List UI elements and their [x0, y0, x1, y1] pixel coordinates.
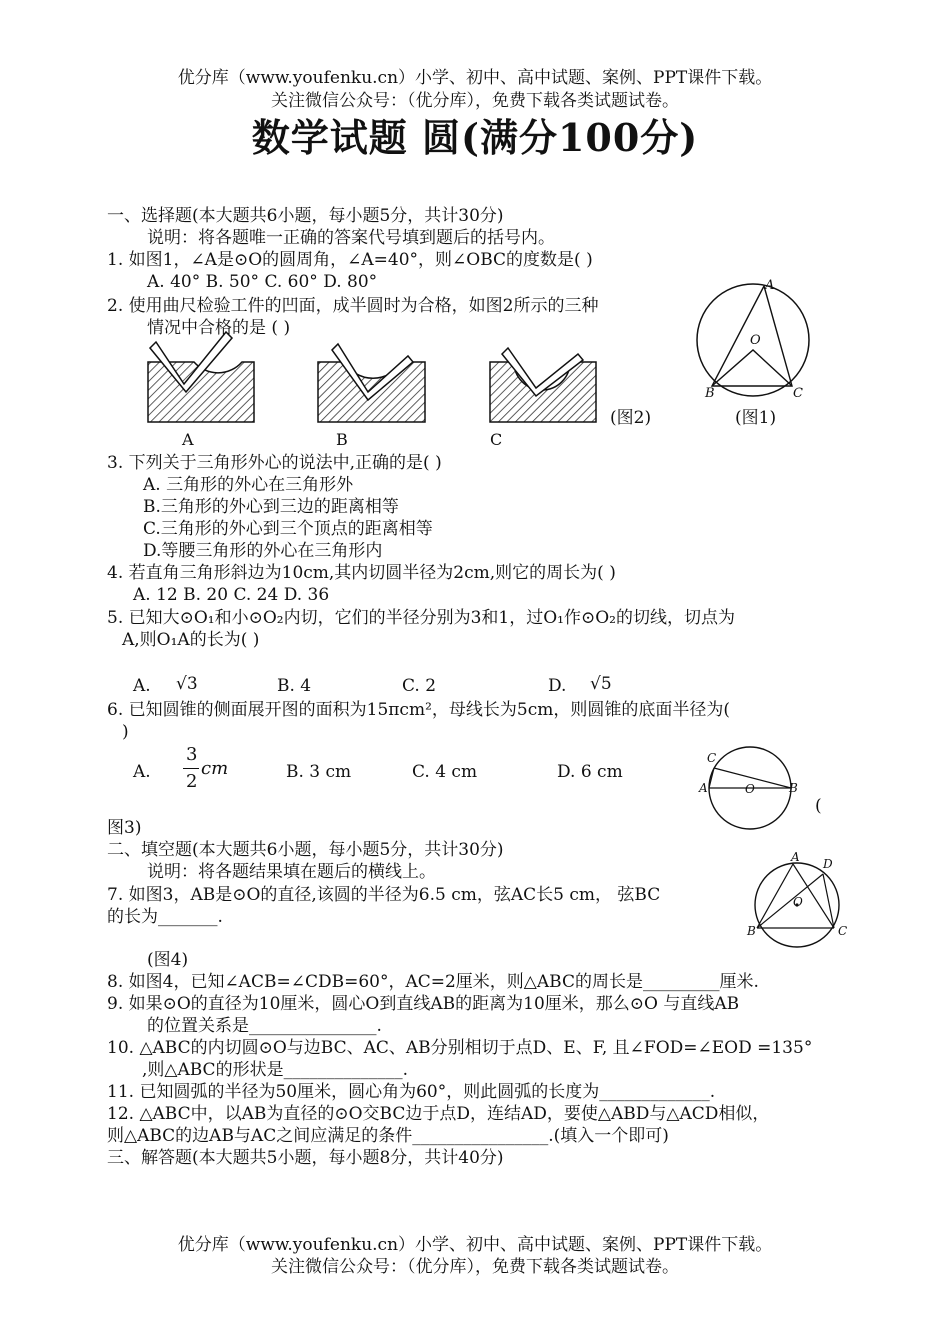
- fig1-label-b: B: [705, 386, 715, 401]
- q6-line2: ): [122, 722, 129, 742]
- q5-option-b: B. 4: [277, 676, 312, 696]
- footer-line-1: 优分库（www.youfenku.cn）小学、初中、高中试题、案例、PPT课件下载。: [177, 1235, 773, 1255]
- q5-line2: A,则O₁A的长为( ): [122, 630, 260, 650]
- q9-line2: 的位置关系是_______________.: [147, 1016, 382, 1036]
- q7-line2: 的长为_______.: [107, 907, 223, 927]
- fig4-label-a: A: [791, 850, 800, 864]
- q8-text: 8. 如图4，已知∠ACB=∠CDB=60°，AC=2厘米，则△ABC的周长是_________厘米.: [107, 972, 759, 992]
- fig3-label-o: O: [745, 782, 755, 796]
- fig3-label-c: C: [707, 751, 717, 765]
- q5-option-a: A.: [133, 676, 151, 696]
- q6-option-a-unit: cm: [201, 758, 229, 779]
- q6-option-c: C. 4 cm: [412, 762, 478, 782]
- q11-text: 11. 已知圆弧的半径为50厘米，圆心角为60°，则此圆弧的长度为_____________.: [107, 1082, 716, 1102]
- page-title: 数学试题 圆(满分100分): [251, 115, 699, 160]
- q6-line1: 6. 已知圆锥的侧面展开图的面积为15πcm²，母线长为5cm，则圆锥的底面半径为(: [107, 700, 730, 720]
- header-line-2: 关注微信公众号：（优分库），免费下载各类试题试卷。: [271, 91, 679, 111]
- q6-open-paren: (: [815, 796, 822, 816]
- fig1-label-c: C: [793, 386, 803, 401]
- q7-line1: 7. 如图3，AB是⊙O的直径,该圆的半径为6.5 cm，弦AC长5 cm， 弦BC: [107, 885, 661, 905]
- footer-line-2: 关注微信公众号：（优分库），免费下载各类试题试卷。: [271, 1257, 679, 1277]
- q4-text: 4. 若直角三角形斜边为10cm,其内切圆半径为2cm,则它的周长为( ): [107, 563, 616, 583]
- fig4-label-o: O: [793, 895, 803, 909]
- fig2-label-c: C: [490, 430, 503, 449]
- q10-line1: 10. △ABC的内切圆⊙O与边BC、AC、AB分别相切于点D、E、F, 且∠FOD=∠EOD =135°: [107, 1038, 813, 1058]
- q6-option-d: D. 6 cm: [557, 762, 623, 782]
- q6-option-a-numerator: 3: [186, 744, 198, 765]
- q2-line1: 2. 使用曲尺检验工件的凹面，成半圆时为合格，如图2所示的三种: [107, 296, 599, 316]
- section2-heading: 二、填空题(本大题共6小题，每小题5分，共计30分): [107, 840, 504, 860]
- q6-option-a-denominator: 2: [186, 771, 198, 792]
- q12-line1: 12. △ABC中，以AB为直径的⊙O交BC边于点D，连结AD，要使△ABD与△ACD相似，: [107, 1104, 770, 1124]
- figure-2: [140, 330, 620, 430]
- q5-option-c: C. 2: [402, 676, 437, 696]
- section1-heading: 一、选择题(本大题共6小题，每小题5分，共计30分): [107, 206, 504, 226]
- q5-line1: 5. 已知大⊙O₁和小⊙O₂内切，它们的半径分别为3和1，过O₁作⊙O₂的切线，切点为: [107, 608, 735, 628]
- q9-line1: 9. 如果⊙O的直径为10厘米，圆心O到直线AB的距离为10厘米，那么⊙O 与直线AB: [107, 994, 740, 1014]
- q12-line2: 则△ABC的边AB与AC之间应满足的条件________________.(填入一个即可): [107, 1126, 669, 1146]
- section3-heading: 三、解答题(本大题共5小题，每小题8分，共计40分): [107, 1148, 504, 1168]
- q6-option-b: B. 3 cm: [286, 762, 352, 782]
- section1-note: 说明：将各题唯一正确的答案代号填到题后的括号内。: [147, 228, 555, 248]
- fig4-label-b: B: [747, 924, 756, 938]
- q6-fraction-bar: [183, 768, 199, 769]
- q1-options: A. 40° B. 50° C. 60° D. 80°: [147, 272, 378, 292]
- fig1-label-a: A: [765, 278, 775, 293]
- fig1-caption: (图1): [735, 408, 777, 428]
- q2-line2: 情况中合格的是 ( ): [147, 318, 291, 338]
- q5-option-d-value: √5: [590, 674, 612, 694]
- q3-option-d: D.等腰三角形的外心在三角形内: [143, 541, 383, 561]
- fig4-caption: (图4): [147, 950, 189, 970]
- q5-option-d: D.: [548, 676, 567, 696]
- q1-text: 1. 如图1，∠A是⊙O的圆周角，∠A=40°，则∠OBC的度数是( ): [107, 250, 593, 270]
- fig3-label-a: A: [699, 781, 708, 795]
- q3-text: 3. 下列关于三角形外心的说法中,正确的是( ): [107, 453, 442, 473]
- fig4-label-d: D: [823, 857, 833, 871]
- section2-note: 说明：将各题结果填在题后的横线上。: [147, 862, 436, 882]
- q6-option-a: A.: [133, 762, 151, 782]
- q3-option-c: C.三角形的外心到三个顶点的距离相等: [143, 519, 433, 539]
- fig3-label-b: B: [789, 781, 798, 795]
- header-line-1: 优分库（www.youfenku.cn）小学、初中、高中试题、案例、PPT课件下载。: [177, 68, 773, 88]
- fig2-label-a: A: [182, 430, 194, 449]
- fig2-label-b: B: [336, 430, 348, 449]
- q5-option-a-value: √3: [176, 674, 198, 694]
- fig2-caption: (图2): [610, 408, 652, 428]
- q3-option-a: A. 三角形的外心在三角形外: [143, 475, 354, 495]
- fig4-label-c: C: [838, 924, 848, 938]
- q10-line2: ,则△ABC的形状是______________.: [142, 1060, 408, 1080]
- fig3-caption: 图3): [107, 818, 142, 838]
- fig1-label-o: O: [750, 333, 761, 348]
- q3-option-b: B.三角形的外心到三边的距离相等: [143, 497, 399, 517]
- workpiece-c: [490, 362, 596, 422]
- q4-options: A. 12 B. 20 C. 24 D. 36: [133, 585, 330, 605]
